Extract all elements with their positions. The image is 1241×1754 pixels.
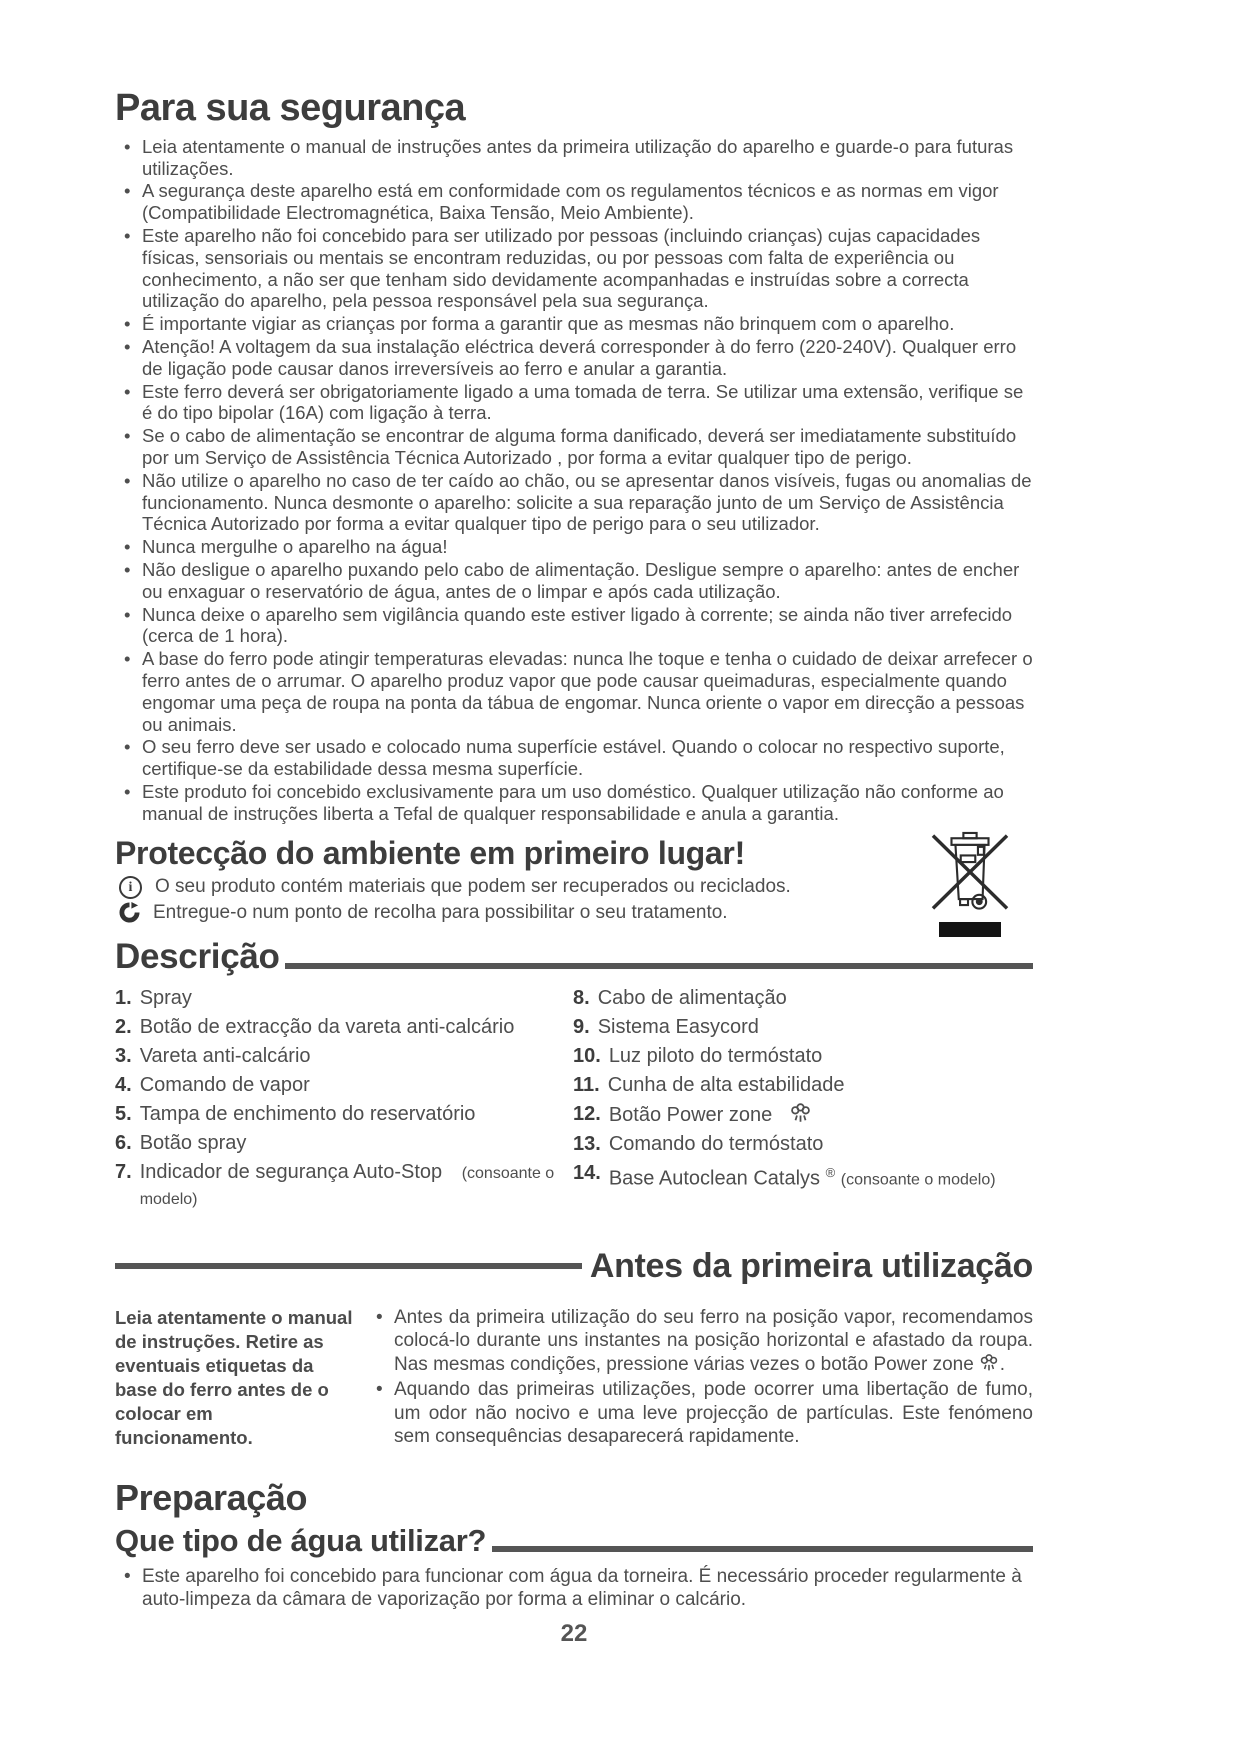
safety-bullet: • A base do ferro pode atingir temperaturas elevadas: nunca lhe toque e tenha o cuidado de deixar arrefecer o ferro antes de o arrumar. O aparelho produz vapor que pode causar queimaduras, especialmente quando engomar uma peça de roupa na ponta da tábua de engomar. Nunca oriente o vapor em direcção a pessoas ou animais. [115,648,1033,735]
weee-symbol [929,829,1011,937]
safety-bullet: • A segurança deste aparelho está em conformidade com os regulamentos técnicos e as normas em vigor (Compatibilidade Electromagnética, Baixa Tensão, Meio Ambiente). [115,180,1033,224]
list-item [115,1102,573,1126]
item-number: 3. [115,1044,132,1067]
safety-bullet: • Nunca mergulhe o aparelho na água! [115,536,1033,558]
safety-title: Para sua segurança [115,87,466,129]
list-item [573,1044,1033,1068]
preparation-bullet-list [115,1565,1033,1612]
item-text: Spray [139,986,192,1009]
first-use-sidebar-note: Leia atentamente o manual de instruções. Retire as eventuais etiquetas da base do ferro antes de o colocar em funcionamento. [115,1306,353,1448]
item-text: Cunha de alta estabilidade [607,1073,845,1096]
item-number: 13. [573,1132,601,1155]
list-item [115,1044,573,1068]
item-text-main: Indicador de segurança Auto-Stop [139,1160,443,1183]
item-number: 8. [573,986,590,1009]
list-item [115,1073,573,1097]
first-use-bullet: • Aquando das primeiras utilizações, pode ocorrer uma libertação de fumo, um odor não nocivo e uma leve projecção de partículas. Este fenómeno sem consequências desaparecerá rapidamente. [367,1378,1033,1449]
safety-bullet: • Este ferro deverá ser obrigatoriamente ligado a uma tomada de terra. Se utilizar uma extensão, verifique se é do tipo bipolar (16A) com ligação à terra. [115,381,1033,425]
first-use-heading-row [115,1247,1033,1286]
item-number: 7. [115,1160,132,1183]
safety-bullet: • Não utilize o aparelho no caso de ter caído ao chão, ou se apresentar danos visíveis, fugas ou anomalias de funcionamento. Nunca desmonte o aparelho: solicite a sua reparação junto de um Serviço de Assistência Técnica Autorizado por forma a evitar qualquer tipo de perigo para o seu utilizador. [115,470,1033,535]
page-number: 22 [560,1619,588,1647]
environment-line [115,901,1033,925]
environment-line [115,875,1033,899]
info-icon: i [119,876,142,899]
item-text: Tampa de enchimento do reservatório [139,1102,476,1125]
bullet-text: Antes da primeira utilização do seu ferro na posição vapor, recomendamos colocá-lo durante uns instantes na posição horizontal e afastado da roupa. Nas mesmas condições, pressione várias vezes o botão Power zone [394,1306,1033,1375]
list-item [115,1160,573,1212]
item-number: 10. [573,1044,601,1067]
first-use-title: Antes da primeira utilização [589,1246,1033,1285]
first-use-bullet-list [367,1306,1033,1449]
first-use-bullet [367,1306,1033,1377]
item-note: (consoante o modelo) [840,1171,996,1189]
horizontal-rule [492,1546,1033,1552]
safety-bullet: • Atenção! A voltagem da sua instalação eléctrica deverá corresponder à do ferro (220-240V). Qualquer erro de ligação pode causar danos irreversíveis ao ferro e anular a garantia. [115,336,1033,380]
power-zone-icon [978,1353,1000,1375]
safety-bullet: • É importante vigiar as crianças por forma a garantir que as mesmas não brinquem com o aparelho. [115,313,1033,335]
item-number: 9. [573,1015,590,1038]
bullet-text-suffix: . [999,1353,1006,1375]
item-text: Sistema Easycord [597,1015,759,1038]
list-item [573,1102,1033,1127]
item-number: 11. [573,1073,600,1096]
recycle-arrow-icon [119,902,140,923]
safety-bullet-list [115,136,1033,825]
preparation-bullet: • Este aparelho foi concebido para funcionar com água da torneira. É necessário proceder regularmente à auto-limpeza da câmara de vaporização por forma a eliminar o calcário. [115,1565,1033,1612]
item-number: 6. [115,1131,132,1154]
safety-bullet: • Este aparelho não foi concebido para ser utilizado por pessoas (incluindo crianças) cujas capacidades físicas, sensoriais ou mentais se encontram reduzidas, ou por pessoas com falta de experiência ou conhecimento, a não ser que tenham sido devidamente acompanhadas e instruídas sobre a correcta utilização do aparelho, pela pessoa responsável pela sua segurança. [115,225,1033,312]
first-use-main [353,1306,1033,1451]
first-use-body [115,1306,1033,1451]
list-item [573,1132,1033,1156]
weee-black-bar [939,922,1001,937]
item-number: 4. [115,1073,132,1096]
item-number: 14. [573,1161,601,1184]
description-title: Descrição [115,937,280,977]
item-text: Botão de extracção da vareta anti-calcário [139,1015,515,1038]
item-text: Cabo de alimentação [597,986,787,1009]
description-columns [115,986,1033,1217]
list-item [573,986,1033,1010]
horizontal-rule [285,963,1033,969]
crossed-out-wheelie-bin-icon [930,829,1010,911]
safety-bullet: • Se o cabo de alimentação se encontrar de alguma forma danificado, deverá ser imediatamente substituído por um Serviço de Assistência Técnica Autorizado , por forma a evitar qualquer tipo de perigo. [115,425,1033,469]
water-type-title: Que tipo de água utilizar? [115,1522,487,1558]
power-zone-icon [788,1102,813,1127]
item-number: 2. [115,1015,132,1038]
item-text-main: Botão Power zone [608,1103,773,1126]
item-number: 12. [573,1102,601,1125]
water-type-heading-row [115,1523,1033,1559]
environment-section [115,835,1033,926]
safety-bullet: • Não desligue o aparelho puxando pelo cabo de alimentação. Desligue sempre o aparelho: antes de encher ou enxaguar o reservatório de água, antes de o limpar e após cada utilização. [115,559,1033,603]
environment-line-text: O seu produto contém materiais que podem ser recuperados ou reciclados. [155,876,791,898]
safety-bullet: • Nunca deixe o aparelho sem vigilância quando este estiver ligado à corrente; se ainda não tiver arrefecido (cerca de 1 hora). [115,604,1033,648]
description-column-right [573,986,1033,1217]
list-item [573,1073,1033,1097]
item-text [609,1161,996,1193]
item-text: Luz piloto do termóstato [608,1044,823,1067]
environment-lines [115,875,1033,925]
description-column-left [115,986,573,1217]
list-item [115,1015,573,1039]
item-number: 1. [115,986,132,1009]
item-text-main: Base Autoclean Catalys [608,1167,821,1190]
safety-bullet: • Leia atentamente o manual de instruções antes da primeira utilização do aparelho e guarde-o para futuras utilizações. [115,136,1033,180]
item-number: 5. [115,1102,132,1125]
preparation-title: Preparação [115,1476,308,1518]
item-text: Comando de vapor [139,1073,310,1096]
list-item [573,1161,1033,1193]
item-text: Comando do termóstato [608,1132,824,1155]
safety-bullet: • Este produto foi concebido exclusivamente para um uso doméstico. Qualquer utilização não conforme ao manual de instruções liberta a Tefal de qualquer responsabilidade e anula a garantia. [115,781,1033,825]
horizontal-rule [115,1263,582,1269]
safety-bullet: • O seu ferro deve ser usado e colocado numa superfície estável. Quando o colocar no respectivo suporte, certifique-se da estabilidade dessa mesma superfície. [115,736,1033,780]
item-text [609,1102,813,1127]
environment-line-text: Entregue-o num ponto de recolha para possibilitar o seu tratamento. [153,902,728,924]
item-text [140,1160,573,1212]
item-note: (consoante o modelo) [139,1164,555,1208]
page-content [115,88,1033,1648]
list-item [115,1131,573,1155]
item-text: Vareta anti-calcário [139,1044,311,1067]
list-item [573,1015,1033,1039]
list-item [115,986,573,1010]
description-heading-row [115,937,1033,977]
registered-mark: ® [825,1164,836,1180]
item-text: Botão spray [139,1131,247,1154]
environment-title: Protecção do ambiente em primeiro lugar! [115,834,745,871]
